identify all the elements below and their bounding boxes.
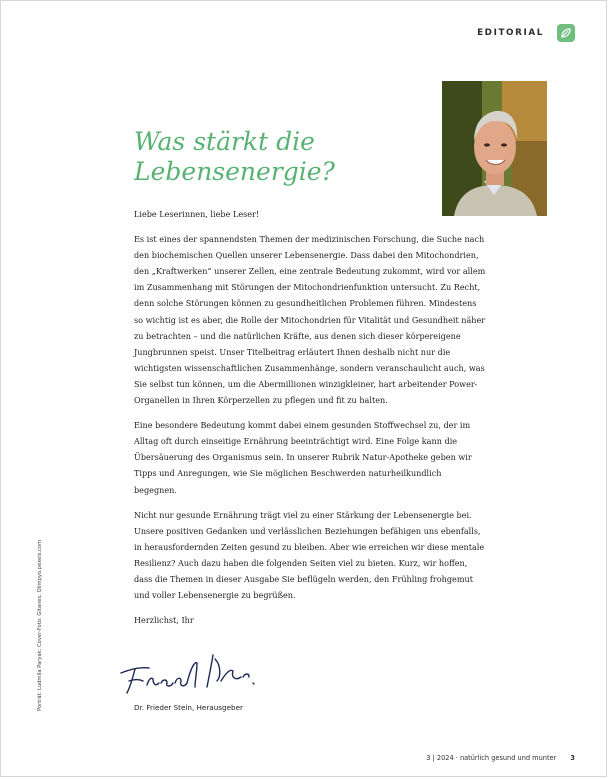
page-number: 3 xyxy=(570,754,575,762)
title-line-1: Was stärkt die xyxy=(134,127,315,156)
paragraph: Eine besondere Bedeutung kommt dabei einem gesunden Stoffwechsel zu, der im Alltag oft durch einseitige Ernährung beeinträchtigt wird. Eine Folge kann die Übersäuerung des Organismus sein. In unserer Rubrik Natur-Apotheke geben wir Tipps und Anregungen, wie Sie möglichen Beschwerden naturheilkundlich begegnen. xyxy=(134,420,472,495)
title-line-2: Lebensenergie? xyxy=(134,157,335,186)
editorial-body xyxy=(134,206,486,637)
page-footer xyxy=(426,754,575,762)
issue-info: 3 | 2024 · natürlich gesund und munter xyxy=(426,754,557,762)
section-label: EDITORIAL xyxy=(477,28,544,38)
editor-portrait xyxy=(442,81,547,216)
signer-name: Dr. Frieder Stein, Herausgeber xyxy=(134,703,243,712)
salutation: Liebe Leserinnen, liebe Leser! xyxy=(134,209,260,219)
photo-credit: Porträt: Ludmila Paryak; Cover-Foto: Gitanes; Olimpyo.pexels.com xyxy=(37,539,43,711)
paragraph: Es ist eines der spannendsten Themen der medizinischen Forschung, die Suche nach den biochemischen Quellen unserer Lebensenergie. Dass dabei den Mitochondrien, den „Kraftwerken“ unserer Zellen, eine zentrale Bedeutung zukommt, wird vor allem im Zusammenhang mit Störungen der Mitochondrienfunktion untersucht. Zu Recht, denn solche Störungen können zu gesundheitlichen Problemen führen. Mindestens so wichtig ist es aber, die Rolle der Mitochondrien für Vitalität und Gesundheit näher zu betrachten – und die natürlichen Kräfte, aus denen sich dieser körpereigene Jungbrunnen speist. Unser Titelbeitrag erläutert Ihnen deshalb nicht nur die wichtigsten wissenschaftlichen Zusammenhänge, sondern veranschaulicht auch, was Sie selbst tun können, um die Abermillionen winzigkleiner, hart arbeitender Power-Organellen in Ihren Körperzellen zu pflegen und fit zu halten. xyxy=(134,234,486,406)
paragraph: Nicht nur gesunde Ernährung trägt viel zu einer Stärkung der Lebensenergie bei. Unsere positiven Gedanken und verlässlichen Beziehungen befähigen uns ebenfalls, in herausfordernden Zeiten gesund zu bleiben. Aber wie erreichen wir diese mentale Resilienz? Auch dazu haben die folgenden Seiten viel zu bieten. Kurz, wir hoffen, dass die Themen in dieser Ausgabe Sie beflügeln werden, den Frühling frohgemut und voller Lebensenergie zu begrüßen. xyxy=(134,509,485,601)
leaf-icon xyxy=(557,24,575,42)
handwritten-signature xyxy=(117,641,287,701)
closing: Herzlichst, Ihr xyxy=(134,615,194,626)
page-title xyxy=(134,127,434,187)
